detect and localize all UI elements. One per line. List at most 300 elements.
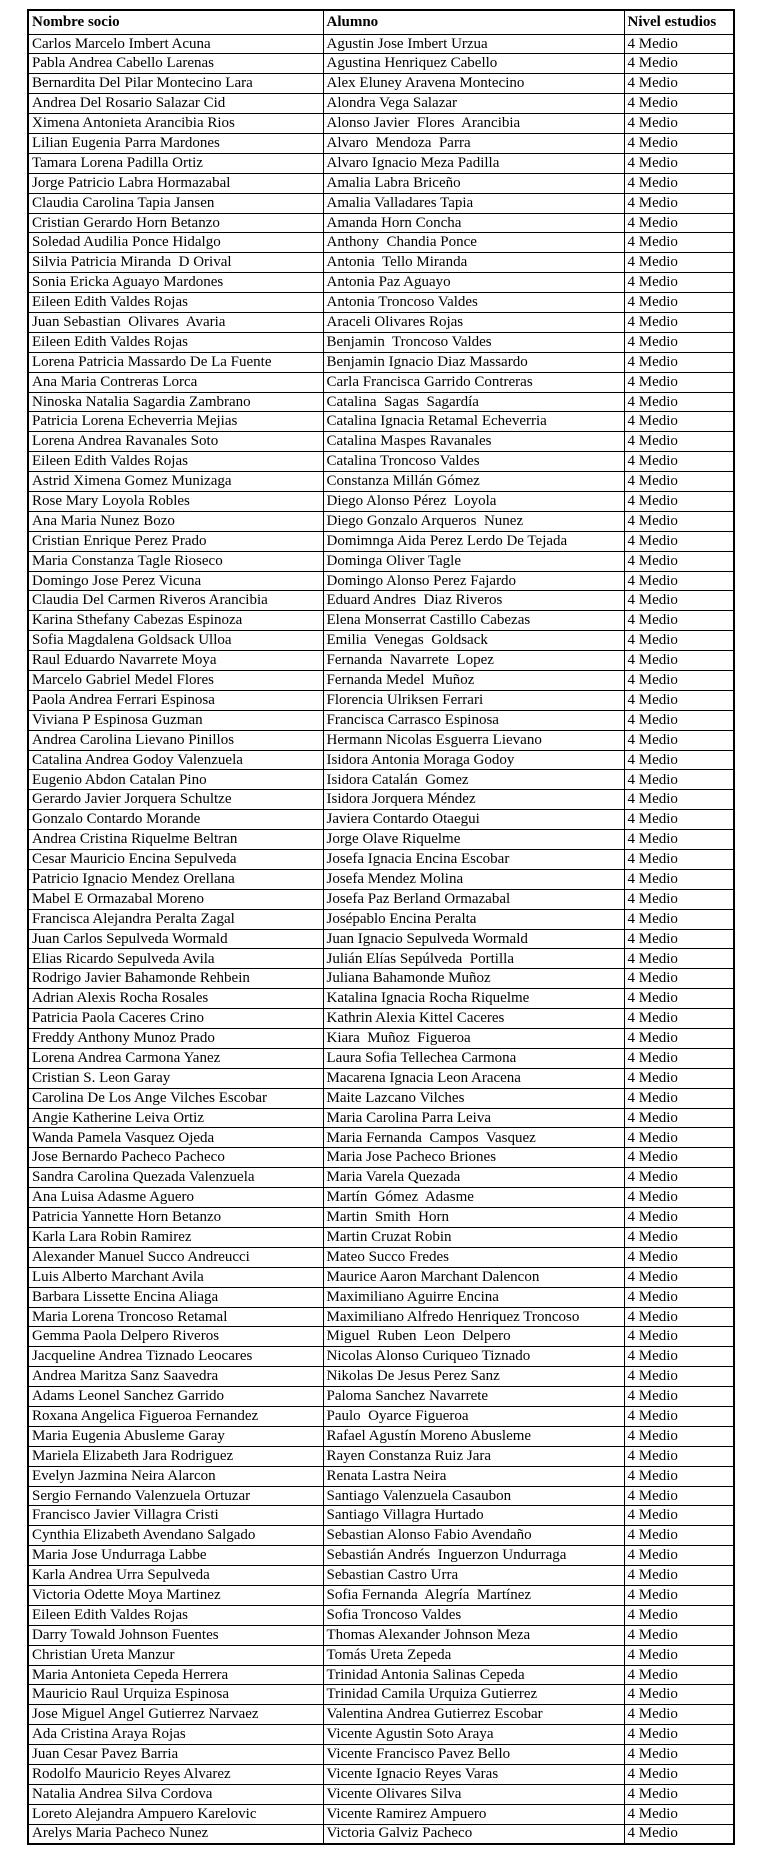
table-row — [28, 690, 734, 710]
cell-alumno: Maria Carolina Parra Leiva — [323, 1108, 624, 1128]
cell-nivel-estudios: 4 Medio — [624, 1347, 734, 1367]
cell-nivel-estudios: 4 Medio — [624, 889, 734, 909]
cell-nombre-socio: Viviana P Espinosa Guzman — [28, 710, 323, 730]
cell-nombre-socio: Ana Luisa Adasme Aguero — [28, 1188, 323, 1208]
cell-nivel-estudios: 4 Medio — [624, 1068, 734, 1088]
cell-nivel-estudios: 4 Medio — [624, 1128, 734, 1148]
table-row — [28, 1267, 734, 1287]
cell-alumno: Constanza Millán Gómez — [323, 472, 624, 492]
table-row — [28, 94, 734, 114]
table-row — [28, 34, 734, 54]
cell-nombre-socio: Patricia Paola Caceres Crino — [28, 1009, 323, 1029]
cell-nivel-estudios: 4 Medio — [624, 1387, 734, 1407]
cell-nivel-estudios: 4 Medio — [624, 869, 734, 889]
table-row — [28, 452, 734, 472]
cell-nivel-estudios: 4 Medio — [624, 1327, 734, 1347]
table-row — [28, 412, 734, 432]
table-row — [28, 114, 734, 134]
cell-nombre-socio: Maria Constanza Tagle Rioseco — [28, 551, 323, 571]
cell-nombre-socio: Cesar Mauricio Encina Sepulveda — [28, 850, 323, 870]
cell-nivel-estudios: 4 Medio — [624, 1486, 734, 1506]
cell-alumno: Araceli Olivares Rojas — [323, 312, 624, 332]
cell-nivel-estudios: 4 Medio — [624, 1188, 734, 1208]
cell-nivel-estudios: 4 Medio — [624, 1506, 734, 1526]
cell-alumno: Alondra Vega Salazar — [323, 94, 624, 114]
cell-nivel-estudios: 4 Medio — [624, 173, 734, 193]
members-students-table — [27, 9, 735, 1845]
table-row — [28, 253, 734, 273]
cell-nivel-estudios: 4 Medio — [624, 830, 734, 850]
cell-nivel-estudios: 4 Medio — [624, 452, 734, 472]
cell-nombre-socio: Gemma Paola Delpero Riveros — [28, 1327, 323, 1347]
header-row — [28, 10, 734, 34]
table-row — [28, 1188, 734, 1208]
table-row — [28, 730, 734, 750]
table-row — [28, 949, 734, 969]
table-row — [28, 1506, 734, 1526]
cell-nombre-socio: Eugenio Abdon Catalan Pino — [28, 770, 323, 790]
cell-nombre-socio: Barbara Lissette Encina Aliaga — [28, 1287, 323, 1307]
cell-nombre-socio: Maria Antonieta Cepeda Herrera — [28, 1665, 323, 1685]
cell-alumno: Josefa Mendez Molina — [323, 869, 624, 889]
cell-alumno: Thomas Alexander Johnson Meza — [323, 1625, 624, 1645]
cell-nivel-estudios: 4 Medio — [624, 273, 734, 293]
cell-nombre-socio: Eileen Edith Valdes Rojas — [28, 332, 323, 352]
cell-alumno: Sofia Fernanda Alegría Martínez — [323, 1585, 624, 1605]
table-row — [28, 293, 734, 313]
table-row — [28, 1406, 734, 1426]
cell-nivel-estudios: 4 Medio — [624, 54, 734, 74]
cell-nivel-estudios: 4 Medio — [624, 293, 734, 313]
cell-alumno: Amanda Horn Concha — [323, 213, 624, 233]
cell-alumno: Martin Cruzat Robin — [323, 1227, 624, 1247]
table-row — [28, 810, 734, 830]
table-row — [28, 472, 734, 492]
cell-nombre-socio: Patricio Ignacio Mendez Orellana — [28, 869, 323, 889]
cell-nivel-estudios: 4 Medio — [624, 332, 734, 352]
cell-nivel-estudios: 4 Medio — [624, 710, 734, 730]
cell-alumno: Nicolas Alonso Curiqueo Tiznado — [323, 1347, 624, 1367]
table-row — [28, 54, 734, 74]
cell-nombre-socio: Ana Maria Nunez Bozo — [28, 511, 323, 531]
cell-alumno: Santiago Valenzuela Casaubon — [323, 1486, 624, 1506]
cell-nivel-estudios: 4 Medio — [624, 631, 734, 651]
cell-nombre-socio: Mabel E Ormazabal Moreno — [28, 889, 323, 909]
table-row — [28, 1824, 734, 1844]
table-row — [28, 1108, 734, 1128]
cell-alumno: Paulo Oyarce Figueroa — [323, 1406, 624, 1426]
table-row — [28, 1645, 734, 1665]
cell-nivel-estudios: 4 Medio — [624, 253, 734, 273]
table-row — [28, 1566, 734, 1586]
table-body — [28, 34, 734, 1844]
cell-nivel-estudios: 4 Medio — [624, 790, 734, 810]
cell-nombre-socio: Marcelo Gabriel Medel Flores — [28, 671, 323, 691]
cell-alumno: Josefa Paz Berland Ormazabal — [323, 889, 624, 909]
cell-nivel-estudios: 4 Medio — [624, 1824, 734, 1844]
cell-nivel-estudios: 4 Medio — [624, 551, 734, 571]
cell-alumno: Tomás Ureta Zepeda — [323, 1645, 624, 1665]
cell-nivel-estudios: 4 Medio — [624, 671, 734, 691]
cell-nivel-estudios: 4 Medio — [624, 1605, 734, 1625]
cell-nombre-socio: Eileen Edith Valdes Rojas — [28, 293, 323, 313]
table-row — [28, 233, 734, 253]
cell-nombre-socio: Claudia Carolina Tapia Jansen — [28, 193, 323, 213]
cell-alumno: Maria Fernanda Campos Vasquez — [323, 1128, 624, 1148]
cell-nivel-estudios: 4 Medio — [624, 372, 734, 392]
cell-alumno: Paloma Sanchez Navarrete — [323, 1387, 624, 1407]
cell-nombre-socio: Cristian S. Leon Garay — [28, 1068, 323, 1088]
cell-nivel-estudios: 4 Medio — [624, 1804, 734, 1824]
cell-nombre-socio: Catalina Andrea Godoy Valenzuela — [28, 750, 323, 770]
cell-nivel-estudios: 4 Medio — [624, 352, 734, 372]
cell-nivel-estudios: 4 Medio — [624, 1764, 734, 1784]
cell-alumno: Vicente Francisco Pavez Bello — [323, 1745, 624, 1765]
table-row — [28, 392, 734, 412]
table-row — [28, 1804, 734, 1824]
table-row — [28, 1526, 734, 1546]
cell-alumno: Santiago Villagra Hurtado — [323, 1506, 624, 1526]
cell-nombre-socio: Adrian Alexis Rocha Rosales — [28, 989, 323, 1009]
cell-nombre-socio: Maria Eugenia Abusleme Garay — [28, 1426, 323, 1446]
cell-nombre-socio: Ada Cristina Araya Rojas — [28, 1725, 323, 1745]
cell-nombre-socio: Jorge Patricio Labra Hormazabal — [28, 173, 323, 193]
cell-alumno: Alex Eluney Aravena Montecino — [323, 74, 624, 94]
cell-nombre-socio: Patricia Lorena Echeverria Mejias — [28, 412, 323, 432]
cell-nivel-estudios: 4 Medio — [624, 651, 734, 671]
table-row — [28, 1585, 734, 1605]
cell-nivel-estudios: 4 Medio — [624, 491, 734, 511]
cell-alumno: Jorge Olave Riquelme — [323, 830, 624, 850]
cell-nivel-estudios: 4 Medio — [624, 1645, 734, 1665]
cell-alumno: Javiera Contardo Otaegui — [323, 810, 624, 830]
cell-nivel-estudios: 4 Medio — [624, 1784, 734, 1804]
table-row — [28, 1685, 734, 1705]
cell-alumno: Catalina Sagas Sagardía — [323, 392, 624, 412]
cell-nivel-estudios: 4 Medio — [624, 730, 734, 750]
table-row — [28, 1048, 734, 1068]
cell-nivel-estudios: 4 Medio — [624, 412, 734, 432]
cell-alumno: Antonia Tello Miranda — [323, 253, 624, 273]
cell-nivel-estudios: 4 Medio — [624, 1526, 734, 1546]
cell-alumno: Francisca Carrasco Espinosa — [323, 710, 624, 730]
cell-nivel-estudios: 4 Medio — [624, 1148, 734, 1168]
cell-nivel-estudios: 4 Medio — [624, 472, 734, 492]
cell-alumno: Sebastian Alonso Fabio Avendaño — [323, 1526, 624, 1546]
cell-alumno: Isidora Catalán Gomez — [323, 770, 624, 790]
cell-nivel-estudios: 4 Medio — [624, 1705, 734, 1725]
cell-nombre-socio: Roxana Angelica Figueroa Fernandez — [28, 1406, 323, 1426]
table-row — [28, 571, 734, 591]
cell-alumno: Josépablo Encina Peralta — [323, 909, 624, 929]
table-row — [28, 651, 734, 671]
cell-alumno: Isidora Antonia Moraga Godoy — [323, 750, 624, 770]
cell-nivel-estudios: 4 Medio — [624, 1367, 734, 1387]
cell-nivel-estudios: 4 Medio — [624, 1585, 734, 1605]
cell-alumno: Vicente Ignacio Reyes Varas — [323, 1764, 624, 1784]
cell-nombre-socio: Karla Lara Robin Ramirez — [28, 1227, 323, 1247]
column-header-nombre-socio: Nombre socio — [28, 10, 323, 34]
cell-alumno: Diego Alonso Pérez Loyola — [323, 491, 624, 511]
cell-alumno: Florencia Ulriksen Ferrari — [323, 690, 624, 710]
cell-alumno: Agustina Henriquez Cabello — [323, 54, 624, 74]
cell-alumno: Kiara Muñoz Figueroa — [323, 1029, 624, 1049]
column-header-alumno: Alumno — [323, 10, 624, 34]
cell-alumno: Elena Monserrat Castillo Cabezas — [323, 611, 624, 631]
table-row — [28, 969, 734, 989]
cell-nombre-socio: Eileen Edith Valdes Rojas — [28, 452, 323, 472]
cell-nivel-estudios: 4 Medio — [624, 1029, 734, 1049]
cell-nivel-estudios: 4 Medio — [624, 193, 734, 213]
cell-alumno: Sebastián Andrés Inguerzon Undurraga — [323, 1546, 624, 1566]
cell-nombre-socio: Cristian Gerardo Horn Betanzo — [28, 213, 323, 233]
cell-nombre-socio: Freddy Anthony Munoz Prado — [28, 1029, 323, 1049]
cell-nombre-socio: Sofia Magdalena Goldsack Ulloa — [28, 631, 323, 651]
cell-alumno: Benjamin Troncoso Valdes — [323, 332, 624, 352]
table-row — [28, 153, 734, 173]
table-row — [28, 273, 734, 293]
cell-nivel-estudios: 4 Medio — [624, 1287, 734, 1307]
cell-nivel-estudios: 4 Medio — [624, 1426, 734, 1446]
table-row — [28, 1208, 734, 1228]
cell-nombre-socio: Juan Carlos Sepulveda Wormald — [28, 929, 323, 949]
table-row — [28, 1029, 734, 1049]
table-row — [28, 511, 734, 531]
cell-nivel-estudios: 4 Medio — [624, 1009, 734, 1029]
table-row — [28, 631, 734, 651]
cell-nivel-estudios: 4 Medio — [624, 1685, 734, 1705]
cell-nombre-socio: Lorena Andrea Ravanales Soto — [28, 432, 323, 452]
cell-nombre-socio: Luis Alberto Marchant Avila — [28, 1267, 323, 1287]
cell-nivel-estudios: 4 Medio — [624, 153, 734, 173]
cell-alumno: Amalia Labra Briceño — [323, 173, 624, 193]
cell-alumno: Maximiliano Aguirre Encina — [323, 1287, 624, 1307]
cell-nombre-socio: Andrea Carolina Lievano Pinillos — [28, 730, 323, 750]
cell-alumno: Anthony Chandia Ponce — [323, 233, 624, 253]
cell-nombre-socio: Jose Bernardo Pacheco Pacheco — [28, 1148, 323, 1168]
cell-nivel-estudios: 4 Medio — [624, 1088, 734, 1108]
table-row — [28, 850, 734, 870]
cell-nombre-socio: Alexander Manuel Succo Andreucci — [28, 1247, 323, 1267]
table-row — [28, 1327, 734, 1347]
cell-nombre-socio: Rodolfo Mauricio Reyes Alvarez — [28, 1764, 323, 1784]
cell-alumno: Sebastian Castro Urra — [323, 1566, 624, 1586]
cell-nivel-estudios: 4 Medio — [624, 34, 734, 54]
table-row — [28, 1247, 734, 1267]
cell-alumno: Domimnga Aida Perez Lerdo De Tejada — [323, 531, 624, 551]
table-row — [28, 1546, 734, 1566]
cell-nivel-estudios: 4 Medio — [624, 1267, 734, 1287]
table-row — [28, 531, 734, 551]
table-row — [28, 432, 734, 452]
table-row — [28, 929, 734, 949]
cell-nivel-estudios: 4 Medio — [624, 770, 734, 790]
table-row — [28, 1705, 734, 1725]
cell-nivel-estudios: 4 Medio — [624, 1466, 734, 1486]
cell-nombre-socio: Gerardo Javier Jorquera Schultze — [28, 790, 323, 810]
table-row — [28, 710, 734, 730]
cell-nombre-socio: Lorena Andrea Carmona Yanez — [28, 1048, 323, 1068]
table-row — [28, 1068, 734, 1088]
table-row — [28, 1088, 734, 1108]
cell-nombre-socio: Rodrigo Javier Bahamonde Rehbein — [28, 969, 323, 989]
table-row — [28, 1009, 734, 1029]
cell-nivel-estudios: 4 Medio — [624, 312, 734, 332]
cell-alumno: Josefa Ignacia Encina Escobar — [323, 850, 624, 870]
table-row — [28, 213, 734, 233]
cell-nivel-estudios: 4 Medio — [624, 1406, 734, 1426]
table-row — [28, 1148, 734, 1168]
cell-nivel-estudios: 4 Medio — [624, 810, 734, 830]
table-row — [28, 1307, 734, 1327]
cell-alumno: Maite Lazcano Vilches — [323, 1088, 624, 1108]
cell-alumno: Hermann Nicolas Esguerra Lievano — [323, 730, 624, 750]
table-row — [28, 671, 734, 691]
cell-alumno: Carla Francisca Garrido Contreras — [323, 372, 624, 392]
table-row — [28, 869, 734, 889]
table-row — [28, 750, 734, 770]
table-row — [28, 1426, 734, 1446]
cell-nivel-estudios: 4 Medio — [624, 1745, 734, 1765]
table-row — [28, 770, 734, 790]
table-row — [28, 1605, 734, 1625]
cell-alumno: Maria Jose Pacheco Briones — [323, 1148, 624, 1168]
cell-nombre-socio: Natalia Andrea Silva Cordova — [28, 1784, 323, 1804]
cell-nombre-socio: Francisco Javier Villagra Cristi — [28, 1506, 323, 1526]
cell-nombre-socio: Ninoska Natalia Sagardia Zambrano — [28, 392, 323, 412]
cell-nivel-estudios: 4 Medio — [624, 850, 734, 870]
cell-nombre-socio: Gonzalo Contardo Morande — [28, 810, 323, 830]
cell-nivel-estudios: 4 Medio — [624, 531, 734, 551]
cell-alumno: Benjamin Ignacio Diaz Massardo — [323, 352, 624, 372]
cell-nombre-socio: Christian Ureta Manzur — [28, 1645, 323, 1665]
cell-alumno: Sofia Troncoso Valdes — [323, 1605, 624, 1625]
cell-alumno: Vicente Olivares Silva — [323, 1784, 624, 1804]
table-row — [28, 1227, 734, 1247]
cell-nivel-estudios: 4 Medio — [624, 392, 734, 412]
cell-nombre-socio: Andrea Cristina Riquelme Beltran — [28, 830, 323, 850]
cell-alumno: Dominga Oliver Tagle — [323, 551, 624, 571]
cell-nivel-estudios: 4 Medio — [624, 1725, 734, 1745]
table-row — [28, 1168, 734, 1188]
cell-nombre-socio: Maria Lorena Troncoso Retamal — [28, 1307, 323, 1327]
cell-nombre-socio: Jacqueline Andrea Tiznado Leocares — [28, 1347, 323, 1367]
cell-nombre-socio: Lorena Patricia Massardo De La Fuente — [28, 352, 323, 372]
cell-nivel-estudios: 4 Medio — [624, 74, 734, 94]
cell-nivel-estudios: 4 Medio — [624, 1546, 734, 1566]
cell-nombre-socio: Paola Andrea Ferrari Espinosa — [28, 690, 323, 710]
cell-nombre-socio: Karina Sthefany Cabezas Espinoza — [28, 611, 323, 631]
cell-nivel-estudios: 4 Medio — [624, 1168, 734, 1188]
cell-alumno: Catalina Maspes Ravanales — [323, 432, 624, 452]
cell-nivel-estudios: 4 Medio — [624, 1247, 734, 1267]
cell-nivel-estudios: 4 Medio — [624, 1566, 734, 1586]
cell-alumno: Victoria Galviz Pacheco — [323, 1824, 624, 1844]
cell-alumno: Trinidad Camila Urquiza Gutierrez — [323, 1685, 624, 1705]
cell-nombre-socio: Carlos Marcelo Imbert Acuna — [28, 34, 323, 54]
cell-nombre-socio: Astrid Ximena Gomez Munizaga — [28, 472, 323, 492]
cell-nivel-estudios: 4 Medio — [624, 591, 734, 611]
cell-nombre-socio: Angie Katherine Leiva Ortiz — [28, 1108, 323, 1128]
cell-alumno: Eduard Andres Diaz Riveros — [323, 591, 624, 611]
cell-nivel-estudios: 4 Medio — [624, 114, 734, 134]
table-row — [28, 491, 734, 511]
cell-nivel-estudios: 4 Medio — [624, 1625, 734, 1645]
cell-nombre-socio: Karla Andrea Urra Sepulveda — [28, 1566, 323, 1586]
cell-nivel-estudios: 4 Medio — [624, 432, 734, 452]
cell-nombre-socio: Pabla Andrea Cabello Larenas — [28, 54, 323, 74]
cell-nombre-socio: Tamara Lorena Padilla Ortiz — [28, 153, 323, 173]
table-row — [28, 332, 734, 352]
cell-nombre-socio: Claudia Del Carmen Riveros Arancibia — [28, 591, 323, 611]
cell-nivel-estudios: 4 Medio — [624, 949, 734, 969]
cell-nombre-socio: Evelyn Jazmina Neira Alarcon — [28, 1466, 323, 1486]
cell-alumno: Isidora Jorquera Méndez — [323, 790, 624, 810]
cell-alumno: Martin Smith Horn — [323, 1208, 624, 1228]
cell-nombre-socio: Ana Maria Contreras Lorca — [28, 372, 323, 392]
cell-nombre-socio: Victoria Odette Moya Martinez — [28, 1585, 323, 1605]
cell-nivel-estudios: 4 Medio — [624, 133, 734, 153]
cell-nivel-estudios: 4 Medio — [624, 989, 734, 1009]
cell-nombre-socio: Mauricio Raul Urquiza Espinosa — [28, 1685, 323, 1705]
table-row — [28, 193, 734, 213]
cell-nivel-estudios: 4 Medio — [624, 1108, 734, 1128]
cell-nombre-socio: Juan Cesar Pavez Barria — [28, 1745, 323, 1765]
table-row — [28, 830, 734, 850]
cell-nombre-socio: Mariela Elizabeth Jara Rodriguez — [28, 1446, 323, 1466]
cell-nombre-socio: Cristian Enrique Perez Prado — [28, 531, 323, 551]
cell-nombre-socio: Bernardita Del Pilar Montecino Lara — [28, 74, 323, 94]
table-row — [28, 1128, 734, 1148]
table-row — [28, 889, 734, 909]
table-row — [28, 74, 734, 94]
cell-alumno: Trinidad Antonia Salinas Cepeda — [323, 1665, 624, 1685]
cell-nivel-estudios: 4 Medio — [624, 571, 734, 591]
cell-alumno: Rafael Agustín Moreno Abusleme — [323, 1426, 624, 1446]
cell-alumno: Antonia Troncoso Valdes — [323, 293, 624, 313]
cell-alumno: Martín Gómez Adasme — [323, 1188, 624, 1208]
table-row — [28, 372, 734, 392]
column-header-nivel-estudios: Nivel estudios — [624, 10, 734, 34]
cell-alumno: Amalia Valladares Tapia — [323, 193, 624, 213]
table-row — [28, 1287, 734, 1307]
cell-nombre-socio: Ximena Antonieta Arancibia Rios — [28, 114, 323, 134]
cell-alumno: Vicente Agustin Soto Araya — [323, 1725, 624, 1745]
cell-nombre-socio: Carolina De Los Ange Vilches Escobar — [28, 1088, 323, 1108]
table-row — [28, 1466, 734, 1486]
table-row — [28, 173, 734, 193]
cell-alumno: Julián Elías Sepúlveda Portilla — [323, 949, 624, 969]
cell-alumno: Kathrin Alexia Kittel Caceres — [323, 1009, 624, 1029]
table-row — [28, 1784, 734, 1804]
table-header — [28, 10, 734, 34]
table-row — [28, 312, 734, 332]
cell-alumno: Valentina Andrea Gutierrez Escobar — [323, 1705, 624, 1725]
cell-alumno: Antonia Paz Aguayo — [323, 273, 624, 293]
cell-nivel-estudios: 4 Medio — [624, 1665, 734, 1685]
cell-nombre-socio: Arelys Maria Pacheco Nunez — [28, 1824, 323, 1844]
cell-nombre-socio: Eileen Edith Valdes Rojas — [28, 1605, 323, 1625]
cell-nivel-estudios: 4 Medio — [624, 969, 734, 989]
cell-nombre-socio: Cynthia Elizabeth Avendano Salgado — [28, 1526, 323, 1546]
cell-alumno: Agustin Jose Imbert Urzua — [323, 34, 624, 54]
cell-nombre-socio: Rose Mary Loyola Robles — [28, 491, 323, 511]
cell-nivel-estudios: 4 Medio — [624, 929, 734, 949]
cell-nombre-socio: Patricia Yannette Horn Betanzo — [28, 1208, 323, 1228]
cell-alumno: Catalina Ignacia Retamal Echeverria — [323, 412, 624, 432]
table-row — [28, 1486, 734, 1506]
cell-nombre-socio: Sandra Carolina Quezada Valenzuela — [28, 1168, 323, 1188]
